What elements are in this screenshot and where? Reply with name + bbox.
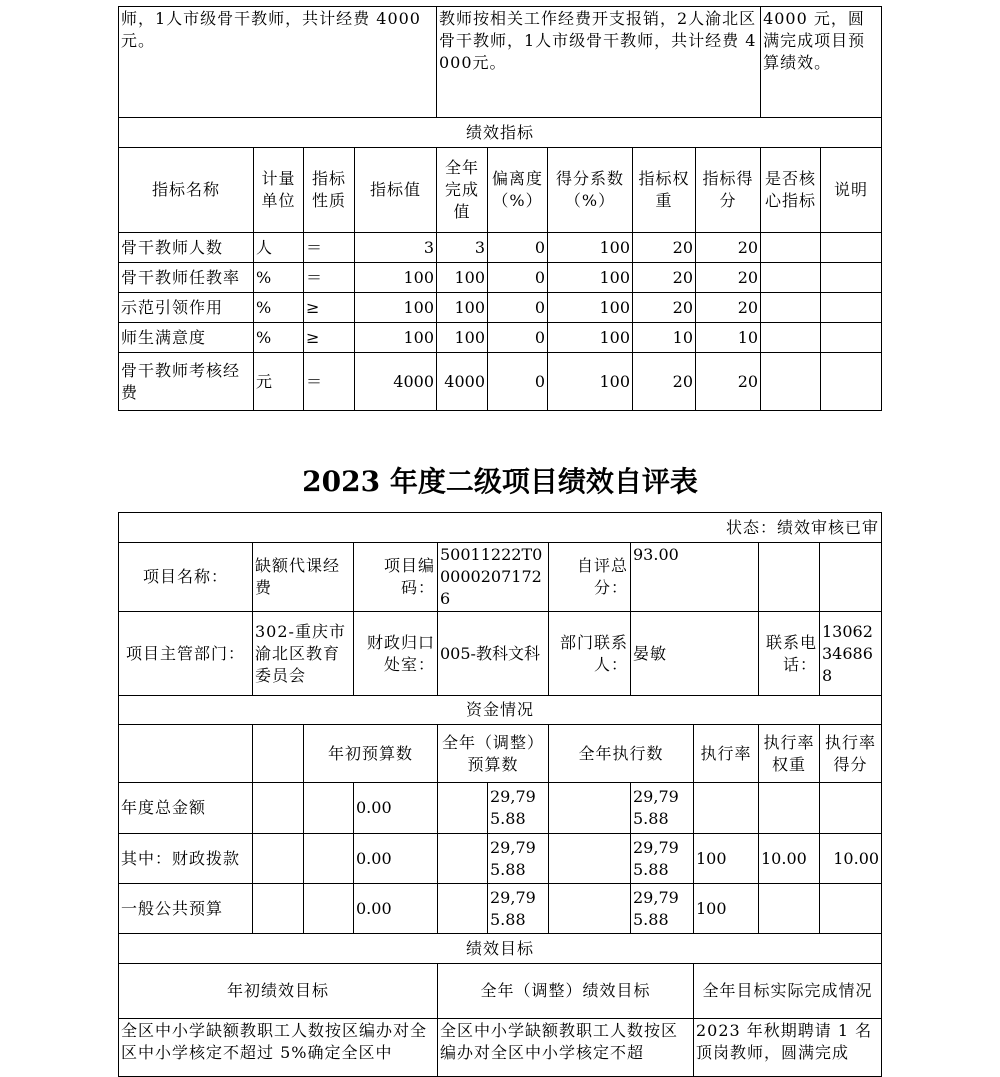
goal-initial: 全区中小学缺额教职工人数按区编办对全区中小学核定不超过 5%确定全区中 <box>119 1019 438 1077</box>
score-label: 自评总分： <box>549 543 631 612</box>
project-name-label: 项目名称： <box>119 543 253 612</box>
indicator-nature: ≥ <box>304 293 355 323</box>
page-title: 2023 年度二级项目绩效自评表 <box>302 465 698 498</box>
indicator-nature: ＝ <box>304 263 355 293</box>
funds-rate <box>694 783 759 834</box>
header-cell: 指标值 <box>355 148 437 233</box>
indicator-unit: % <box>254 323 304 353</box>
funds-header-cell: 全年（调整）预算数 <box>438 725 549 783</box>
finance-label: 财政归口处室： <box>354 612 438 696</box>
evaluation-table <box>118 512 882 1077</box>
funds-executed: 29,795.88 <box>631 783 694 834</box>
funds-header-cell: 年初预算数 <box>304 725 438 783</box>
dept-value: 302-重庆市渝北区教育委员会 <box>253 612 354 696</box>
funds-initial: 0.00 <box>354 884 438 934</box>
indicator-section-title: 绩效指标 <box>119 118 882 148</box>
funds-rate-weight: 10.00 <box>759 834 820 884</box>
indicator-value: 100 <box>355 323 437 353</box>
indicator-done: 3 <box>437 233 488 263</box>
indicator-score: 10 <box>696 323 761 353</box>
indicator-core <box>761 293 821 323</box>
indicator-core <box>761 263 821 293</box>
goal-adjusted: 全区中小学缺额教职工人数按区编办对全区中小学核定不超 <box>438 1019 694 1077</box>
indicator-row <box>119 233 882 263</box>
funds-row <box>119 834 882 884</box>
indicator-done: 100 <box>437 263 488 293</box>
indicator-weight: 10 <box>633 323 696 353</box>
indicator-note <box>821 353 882 411</box>
empty-cell <box>549 884 631 934</box>
indicator-name: 师生满意度 <box>119 323 254 353</box>
header-cell: 指标名称 <box>119 148 254 233</box>
funds-adjusted: 29,795.88 <box>488 783 549 834</box>
goals-header-row <box>119 964 882 1019</box>
indicator-weight: 20 <box>633 293 696 323</box>
empty-cell <box>549 783 631 834</box>
indicator-core <box>761 323 821 353</box>
self-eval-score: 93.00 <box>631 543 759 612</box>
indicator-weight: 20 <box>633 233 696 263</box>
empty-cell <box>253 783 304 834</box>
header-cell: 指标得分 <box>696 148 761 233</box>
indicator-coefficient: 100 <box>548 293 633 323</box>
empty-cell <box>304 834 354 884</box>
funds-initial: 0.00 <box>354 834 438 884</box>
funds-row <box>119 783 882 834</box>
indicator-note <box>821 323 882 353</box>
empty-cell <box>549 834 631 884</box>
indicator-weight: 20 <box>633 263 696 293</box>
header-cell: 得分系数（%） <box>548 148 633 233</box>
goals-header-cell: 年初绩效目标 <box>119 964 438 1019</box>
indicator-note <box>821 233 882 263</box>
funds-rate: 100 <box>694 834 759 884</box>
goal-actual: 2023 年秋期聘请 1 名顶岗教师，圆满完成 <box>694 1019 882 1077</box>
indicator-score: 20 <box>696 353 761 411</box>
indicator-name: 骨干教师人数 <box>119 233 254 263</box>
funds-adjusted: 29,795.88 <box>488 884 549 934</box>
indicator-nature: ＝ <box>304 353 355 411</box>
contact-label: 部门联系人： <box>549 612 631 696</box>
indicator-unit: 人 <box>254 233 304 263</box>
header-cell: 说明 <box>821 148 882 233</box>
finance-value: 005-教科文科 <box>438 612 549 696</box>
indicator-score: 20 <box>696 293 761 323</box>
goals-header-cell: 全年目标实际完成情况 <box>694 964 882 1019</box>
funds-row-label: 其中：财政拨款 <box>119 834 253 884</box>
indicator-value: 100 <box>355 263 437 293</box>
funds-row-label: 年度总金额 <box>119 783 253 834</box>
indicator-coefficient: 100 <box>548 323 633 353</box>
indicator-value: 4000 <box>355 353 437 411</box>
empty-cell <box>820 543 882 612</box>
indicator-row <box>119 353 882 411</box>
goals-section-title: 绩效目标 <box>119 934 882 964</box>
indicator-core <box>761 353 821 411</box>
project-name: 缺额代课经费 <box>253 543 354 612</box>
phone-value: 13062346868 <box>820 612 882 696</box>
status-text: 状态：绩效审核已审 <box>119 513 882 543</box>
indicator-deviation: 0 <box>488 263 548 293</box>
project-info-row <box>119 543 882 612</box>
indicator-unit: % <box>254 263 304 293</box>
indicator-core <box>761 233 821 263</box>
indicator-header-row <box>119 148 882 233</box>
empty-cell <box>438 783 488 834</box>
indicator-unit: 元 <box>254 353 304 411</box>
funds-executed: 29,795.88 <box>631 884 694 934</box>
indicator-weight: 20 <box>633 353 696 411</box>
funds-executed: 29,795.88 <box>631 834 694 884</box>
empty-cell <box>253 834 304 884</box>
indicator-row <box>119 293 882 323</box>
header-cell: 计量单位 <box>254 148 304 233</box>
header-cell: 是否核心指标 <box>761 148 821 233</box>
indicator-name: 骨干教师考核经费 <box>119 353 254 411</box>
indicator-value: 3 <box>355 233 437 263</box>
header-cell: 指标性质 <box>304 148 355 233</box>
indicator-deviation: 0 <box>488 293 548 323</box>
continuation-col1: 师，1人市级骨干教师，共计经费 4000元。 <box>119 7 437 118</box>
empty-cell <box>304 884 354 934</box>
continuation-col3: 4000 元，圆满完成项目预算绩效。 <box>761 7 882 118</box>
empty-cell <box>253 725 304 783</box>
continuation-col2: 教师按相关工作经费开支报销，2人渝北区骨干教师，1人市级骨干教师，共计经费 4000元。 <box>437 7 761 118</box>
funds-header-row <box>119 725 882 783</box>
dept-label: 项目主管部门： <box>119 612 253 696</box>
funds-header-cell: 执行率得分 <box>820 725 882 783</box>
funds-row <box>119 884 882 934</box>
project-code: 50011222T000002071726 <box>438 543 549 612</box>
indicator-note <box>821 293 882 323</box>
indicator-deviation: 0 <box>488 353 548 411</box>
indicator-done: 100 <box>437 323 488 353</box>
header-cell: 全年完成值 <box>437 148 488 233</box>
indicator-nature: ＝ <box>304 233 355 263</box>
funds-rate-score <box>820 783 882 834</box>
funds-section-title: 资金情况 <box>119 696 882 725</box>
funds-header-cell: 执行率权重 <box>759 725 820 783</box>
empty-cell <box>438 834 488 884</box>
indicator-table <box>118 6 882 411</box>
funds-initial: 0.00 <box>354 783 438 834</box>
phone-label: 联系电话： <box>759 612 820 696</box>
indicator-note <box>821 263 882 293</box>
funds-row-label: 一般公共预算 <box>119 884 253 934</box>
indicator-coefficient: 100 <box>548 233 633 263</box>
empty-cell <box>759 543 820 612</box>
goals-header-cell: 全年（调整）绩效目标 <box>438 964 694 1019</box>
indicator-score: 20 <box>696 233 761 263</box>
indicator-name: 骨干教师任教率 <box>119 263 254 293</box>
indicator-score: 20 <box>696 263 761 293</box>
funds-rate-score <box>820 884 882 934</box>
funds-header-cell: 全年执行数 <box>549 725 694 783</box>
header-cell: 指标权重 <box>633 148 696 233</box>
indicator-coefficient: 100 <box>548 263 633 293</box>
indicator-row <box>119 263 882 293</box>
indicator-deviation: 0 <box>488 233 548 263</box>
indicator-done: 100 <box>437 293 488 323</box>
department-row <box>119 612 882 696</box>
funds-rate-score: 10.00 <box>820 834 882 884</box>
empty-cell <box>253 884 304 934</box>
indicator-coefficient: 100 <box>548 353 633 411</box>
empty-cell <box>119 725 253 783</box>
empty-cell <box>304 783 354 834</box>
empty-cell <box>438 884 488 934</box>
funds-rate-weight <box>759 783 820 834</box>
indicator-nature: ≥ <box>304 323 355 353</box>
funds-adjusted: 29,795.88 <box>488 834 549 884</box>
header-cell: 偏离度（%） <box>488 148 548 233</box>
indicator-name: 示范引领作用 <box>119 293 254 323</box>
continuation-row <box>119 7 882 118</box>
contact-value: 晏敏 <box>631 612 759 696</box>
funds-rate-weight <box>759 884 820 934</box>
indicator-deviation: 0 <box>488 323 548 353</box>
funds-rate: 100 <box>694 884 759 934</box>
project-code-label: 项目编码： <box>354 543 438 612</box>
indicator-done: 4000 <box>437 353 488 411</box>
indicator-unit: % <box>254 293 304 323</box>
indicator-row <box>119 323 882 353</box>
funds-header-cell: 执行率 <box>694 725 759 783</box>
indicator-value: 100 <box>355 293 437 323</box>
